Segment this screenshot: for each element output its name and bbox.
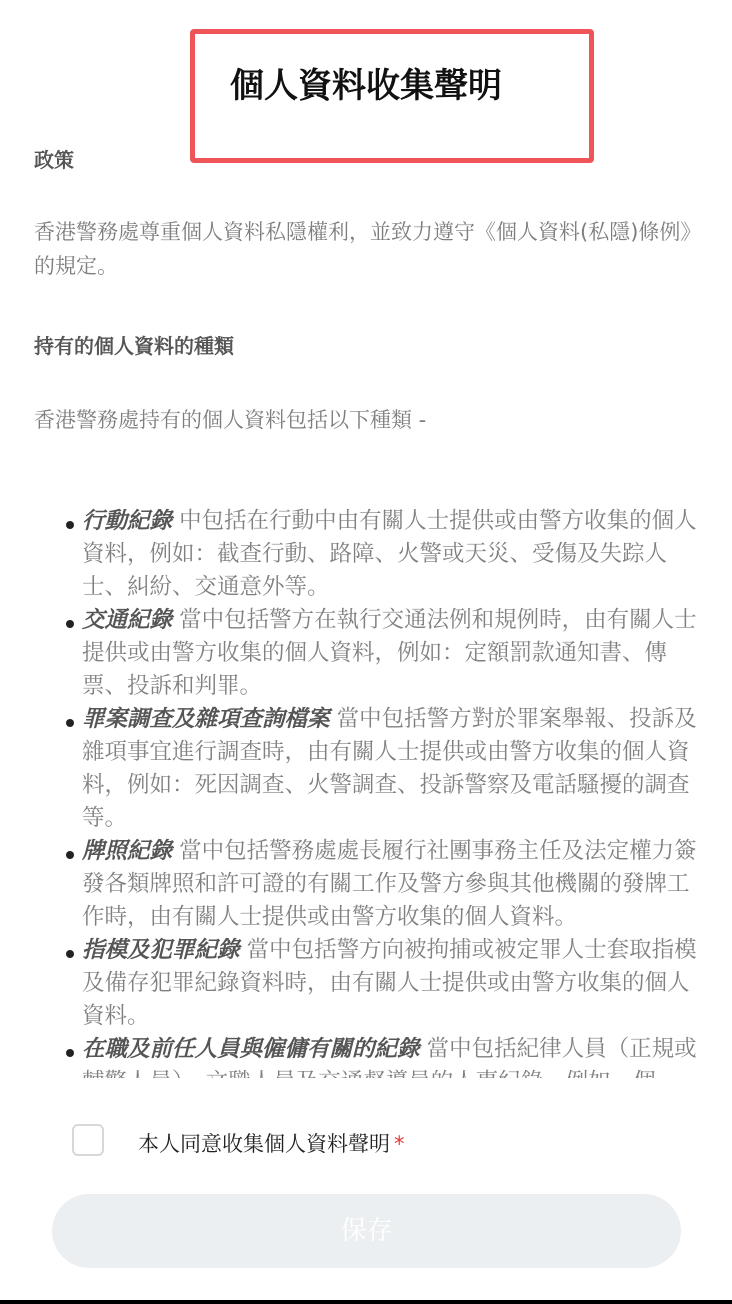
types-heading: 持有的個人資料的種類 xyxy=(34,334,234,358)
list-item xyxy=(66,835,706,934)
item-lead: 在職及前任人員與僱傭有關的紀錄 xyxy=(82,1036,420,1062)
consent-checkbox[interactable] xyxy=(72,1124,104,1156)
bullet-icon xyxy=(66,521,74,529)
item-text: 當中包括警方在執行交通法例和規例時，由有關人士提供或由警方收集的個人資料，例如：定額罰款通知書、傳票、投訴和判罪。 xyxy=(82,607,697,699)
bullet-icon xyxy=(66,1049,74,1057)
bullet-icon xyxy=(66,950,74,958)
consent-label-text: 本人同意收集個人資料聲明 xyxy=(138,1132,390,1156)
item-lead: 牌照紀錄 xyxy=(82,838,173,864)
bullet-icon xyxy=(66,620,74,628)
list-item xyxy=(66,505,706,604)
list-item xyxy=(66,604,706,703)
list-item xyxy=(66,934,706,1033)
item-text: 當中包括紀律人員（正規或 xyxy=(426,1036,697,1062)
item-lead: 交通紀錄 xyxy=(82,607,173,633)
consent-footer xyxy=(0,1078,732,1304)
policy-text: 香港警務處尊重個人資料私隱權利，並致力遵守《個人資料(私隱)條例》的規定。 xyxy=(34,220,702,278)
item-text: 當中包括警方向被拘捕或被定罪人士套取指模及備存犯罪紀錄資料時，由有關人士提供或由警方收集的個人資料。 xyxy=(82,937,697,1029)
list-item xyxy=(66,703,706,835)
bottom-edge xyxy=(0,1300,732,1304)
item-lead: 行動紀錄 xyxy=(82,508,173,534)
data-types-list xyxy=(66,505,706,1099)
bullet-icon xyxy=(66,851,74,859)
item-text: 中包括在行動中由有關人士提供或由警方收集的個人資料，例如：截查行動、路障、火警或天災、受傷及失踪人士、糾紛、交通意外等。 xyxy=(82,508,697,600)
item-lead: 罪案調查及雜項查詢檔案 xyxy=(82,706,330,732)
item-text: 當中包括警務處處長履行社團事務主任及法定權力簽發各類牌照和許可證的有關工作及警方參與其他機關的發牌工作時，由有關人士提供或由警方收集的個人資料。 xyxy=(82,838,697,930)
page-title: 個人資料收集聲明 xyxy=(230,66,502,106)
types-intro: 香港警務處持有的個人資料包括以下種類 - xyxy=(34,408,427,432)
consent-label[interactable] xyxy=(138,1128,405,1158)
item-text: 當中包括警方對於罪案舉報、投訴及雜項事宜進行調查時，由有關人士提供或由警方收集的個人資料，例如：死因調查、火警調查、投訴警察及電話騷擾的調查等。 xyxy=(82,706,697,831)
bullet-icon xyxy=(66,719,74,727)
item-lead: 指模及犯罪紀錄 xyxy=(82,937,240,963)
policy-heading: 政策 xyxy=(34,148,74,172)
save-button[interactable]: 保存 xyxy=(52,1194,681,1268)
required-mark: * xyxy=(394,1132,405,1156)
